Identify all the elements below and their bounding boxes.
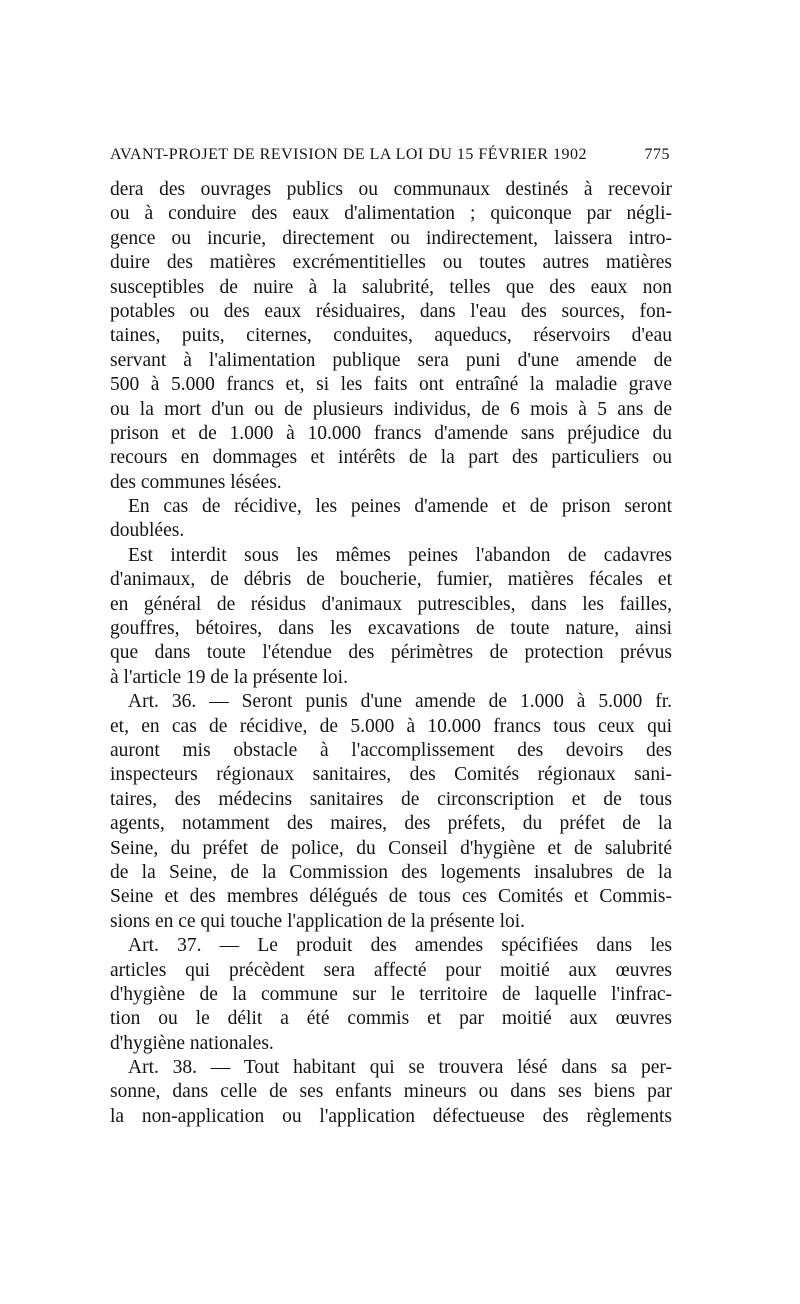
text-line: des communes lésées. [110, 471, 282, 493]
text-line: taines, puits, citernes, conduites, aqueducs, réservoirs d'eau [110, 325, 672, 347]
text-line: duire des matières excrémentitielles ou toutes autres matières [110, 252, 672, 274]
text-line: la non-application ou l'application défectueuse des règlements [110, 1105, 672, 1127]
text-line: de la Seine, de la Commission des logements insalubres de la [110, 861, 672, 883]
text-line: d'hygiène nationales. [110, 1032, 274, 1054]
page-number: 775 [644, 146, 670, 163]
text-line: inspecteurs régionaux sanitaires, des Comités régionaux sani- [110, 764, 672, 786]
running-head [110, 146, 670, 164]
text-line: en général de résidus d'animaux putrescibles, dans les failles, [110, 593, 672, 615]
text-line: servant à l'alimentation publique sera puni d'une amende de [110, 349, 672, 371]
text-line: ou la mort d'un ou de plusieurs individus, de 6 mois à 5 ans de [110, 398, 672, 420]
text-line: doublées. [110, 520, 185, 542]
text-line: sonne, dans celle de ses enfants mineurs ou dans ses biens par [110, 1081, 672, 1103]
text-line: En cas de récidive, les peines d'amende et de prison seront [128, 496, 672, 518]
article-37-line: Art. 37. — Le produit des amendes spécifiées dans les [128, 935, 672, 957]
text-line: agents, notamment des maires, des préfets, du préfet de la [110, 813, 672, 835]
text-line: taires, des médecins sanitaires de circonscription et de tous [110, 788, 672, 810]
text-line: que dans toute l'étendue des périmètres de protection prévus [110, 642, 672, 664]
article-38-line: Art. 38. — Tout habitant qui se trouvera lésé dans sa per- [128, 1057, 672, 1079]
text-line: Est interdit sous les mêmes peines l'abandon de cadavres [128, 544, 672, 566]
text-line: ou à conduire des eaux d'alimentation ; quiconque par négli- [110, 203, 672, 225]
text-line: sions en ce qui touche l'application de la présente loi. [110, 910, 526, 932]
body-text [110, 178, 672, 1129]
text-line: à l'article 19 de la présente loi. [110, 666, 348, 688]
text-line: auront mis obstacle à l'accomplissement des devoirs des [110, 739, 672, 761]
article-36-line: Art. 36. — Seront punis d'une amende de 1.000 à 5.000 fr. [128, 691, 672, 713]
text-line: prison et de 1.000 à 10.000 francs d'amende sans préjudice du [110, 422, 672, 444]
text-line: gence ou incurie, directement ou indirectement, laissera intro- [110, 227, 672, 249]
text-line: tion ou le délit a été commis et par moitié aux œuvres [110, 1008, 672, 1030]
text-line: et, en cas de récidive, de 5.000 à 10.000 francs tous ceux qui [110, 715, 672, 737]
text-line: d'animaux, de débris de boucherie, fumier, matières fécales et [110, 569, 672, 591]
text-line: gouffres, bétoires, dans les excavations de toute nature, ainsi [110, 618, 672, 640]
text-line: articles qui précèdent sera affecté pour moitié aux œuvres [110, 959, 672, 981]
running-title: AVANT-PROJET DE REVISION DE LA LOI DU 15 FÉVRIER 1902 [110, 146, 588, 163]
text-line: recours en dommages et intérêts de la part des particuliers ou [110, 447, 672, 469]
text-line: Seine, du préfet de police, du Conseil d'hygiène et de salubrité [110, 837, 672, 859]
text-line: 500 à 5.000 francs et, si les faits ont entraîné la maladie grave [110, 374, 672, 396]
text-line: potables ou des eaux résiduaires, dans l'eau des sources, fon- [110, 300, 672, 322]
text-line: Seine et des membres délégués de tous ces Comités et Commis- [110, 886, 672, 908]
text-line: dera des ouvrages publics ou communaux destinés à recevoir [110, 179, 672, 200]
text-line: susceptibles de nuire à la salubrité, telles que des eaux non [110, 276, 672, 298]
text-line: d'hygiène de la commune sur le territoire de laquelle l'infrac- [110, 983, 672, 1005]
